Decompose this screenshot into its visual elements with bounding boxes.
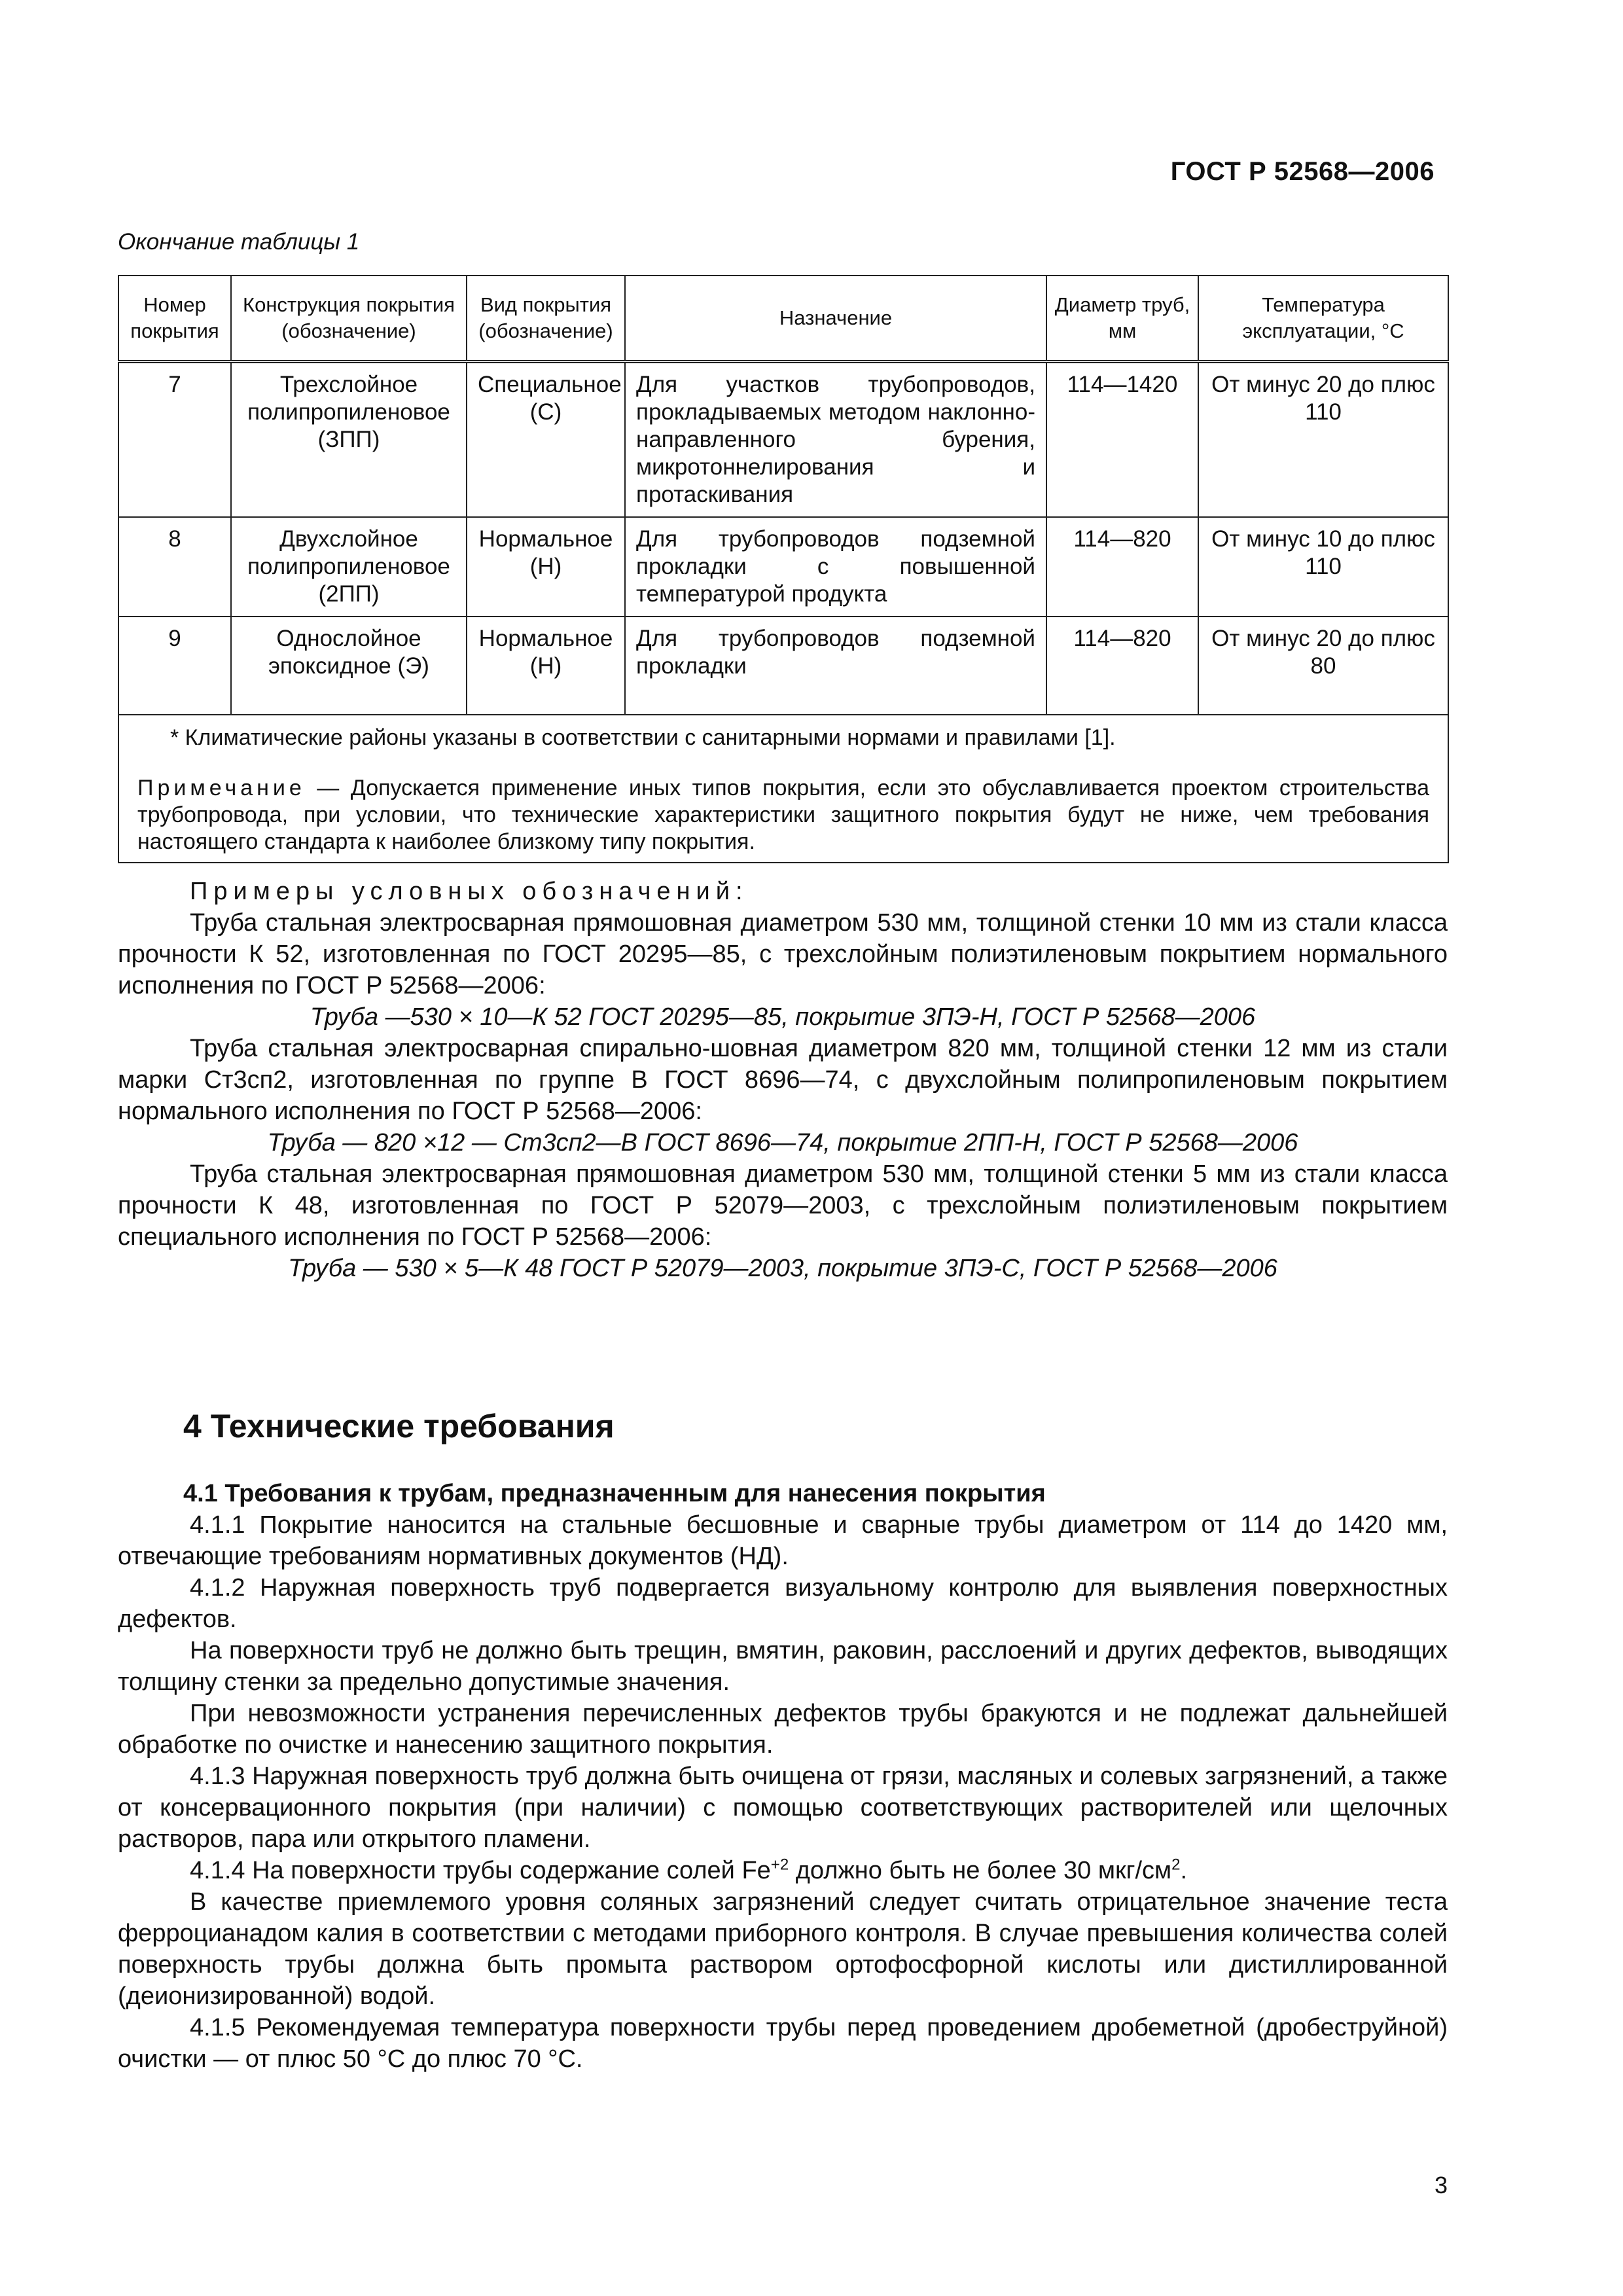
cell-purpose: Для участков трубопроводов, прокладываемых методом наклонно-направленного бурения, микротоннелирования и протаскивания: [625, 362, 1046, 518]
examples-block: [118, 876, 1448, 1284]
cell-temperature: От минус 10 до плюс 110: [1198, 517, 1448, 617]
column-header: Диаметр труб, мм: [1046, 276, 1198, 362]
document-code: ГОСТ Р 52568—2006: [1170, 157, 1435, 186]
cell-purpose: Для трубопроводов подземной прокладки с повышенной температурой продукта: [625, 517, 1046, 617]
note-text: — Допускается применение иных типов покрытия, если это обуславливается проектом строительства трубопровода, при условии, что технические характеристики защитного покрытия будут не ниже, чем требования настоящего стандарта к наиболее близкому типу покрытия.: [137, 776, 1429, 854]
table-footer-row: [118, 715, 1448, 863]
text-run: 4.1.4 На поверхности трубы содержание солей Fe: [190, 1857, 771, 1884]
cell-purpose: Для трубопроводов подземной прокладки: [625, 617, 1046, 715]
column-header: Температура эксплуатации, °С: [1198, 276, 1448, 362]
cell-number: 9: [118, 617, 231, 715]
paragraph: 4.1.1 Покрытие наносится на стальные бесшовные и сварные трубы диаметром от 114 до 1420 мм, отвечающие требованиям нормативных документов (НД).: [118, 1511, 1448, 1570]
paragraph: На поверхности труб не должно быть трещин, вмятин, раковин, расслоений и других дефектов, выводящих толщину стенки за предельно допустимые значения.: [118, 1637, 1448, 1696]
cell-diameter: 114—820: [1046, 617, 1198, 715]
superscript: 2: [1171, 1856, 1181, 1874]
table-caption: Окончание таблицы 1: [118, 229, 360, 255]
note-label: Примечание: [137, 776, 306, 800]
page-number: 3: [1434, 2172, 1448, 2198]
table-row: [118, 617, 1448, 715]
cell-number: 8: [118, 517, 231, 617]
section-title: 4 Технические требования: [183, 1408, 615, 1444]
example-text: Труба стальная электросварная спирально-шовная диаметром 820 мм, толщиной стенки 12 мм из стали марки Ст3сп2, изготовленная по группе В ГОСТ 8696—74, с двухслойным полипропиленовым покрытием нормального исполнения по ГОСТ Р 52568—2006:: [118, 1035, 1448, 1125]
cell-type: Специальное (С): [467, 362, 625, 518]
table-row: [118, 517, 1448, 617]
text-run: .: [1180, 1857, 1188, 1884]
cell-construction: Однослойное эпоксидное (Э): [231, 617, 467, 715]
superscript: +2: [770, 1856, 789, 1874]
example-designation: Труба — 530 × 5—К 48 ГОСТ Р 52079—2003, покрытие 3ПЭ-С, ГОСТ Р 52568—2006: [288, 1255, 1277, 1282]
column-header: Назначение: [625, 276, 1046, 362]
paragraph: 4.1.2 Наружная поверхность труб подвергается визуальному контролю для выявления поверхностных дефектов.: [118, 1574, 1448, 1633]
table-footnote: * Климатические районы указаны в соответствии с санитарными нормами и правилами [1].: [170, 725, 1116, 750]
paragraph: 4.1.5 Рекомендуемая температура поверхности трубы перед проведением дробеметной (дробеструйной) очистки — от плюс 50 °С до плюс 70 °С.: [118, 2014, 1448, 2073]
section-body: [118, 1478, 1448, 2075]
table-header-row: [118, 276, 1448, 362]
example-designation: Труба —530 × 10—К 52 ГОСТ 20295—85, покрытие 3ПЭ-Н, ГОСТ Р 52568—2006: [310, 1003, 1256, 1031]
paragraph: В качестве приемлемого уровня соляных загрязнений следует считать отрицательное значение теста ферроцианадом калия в соответствии с методами приборного контроля. В случае превышения количества солей поверхность трубы должна быть промыта раствором ортофосфорной кислоты или дистиллированной (деионизированной) водой.: [118, 1888, 1448, 2010]
examples-heading: Примеры условных обозначений:: [190, 878, 749, 905]
coating-table: [118, 275, 1449, 863]
cell-temperature: От минус 20 до плюс 110: [1198, 362, 1448, 518]
paragraph: [118, 1855, 1448, 1886]
cell-number: 7: [118, 362, 231, 518]
cell-type: Нормальное (Н): [467, 517, 625, 617]
table-notes: [118, 715, 1448, 863]
table-row: [118, 362, 1448, 518]
cell-temperature: От минус 20 до плюс 80: [1198, 617, 1448, 715]
cell-diameter: 114—820: [1046, 517, 1198, 617]
paragraph: При невозможности устранения перечисленных дефектов трубы бракуются и не подлежат дальнейшей обработке по очистке и нанесению защитного покрытия.: [118, 1700, 1448, 1759]
column-header: Вид покрытия (обозначение): [467, 276, 625, 362]
column-header: Номер покрытия: [118, 276, 231, 362]
example-designation: Труба — 820 ×12 — Ст3сп2—В ГОСТ 8696—74, покрытие 2ПП-Н, ГОСТ Р 52568—2006: [267, 1129, 1298, 1157]
cell-construction: Двухслойное полипропиленовое (2ПП): [231, 517, 467, 617]
cell-construction: Трехслойное полипропиленовое (ЗПП): [231, 362, 467, 518]
paragraph: 4.1.3 Наружная поверхность труб должна быть очищена от грязи, масляных и солевых загрязнений, а также от консервационного покрытия (при наличии) с помощью соответствующих растворителей или щелочных растворов, пара или открытого пламени.: [118, 1763, 1448, 1853]
cell-diameter: 114—1420: [1046, 362, 1198, 518]
example-text: Труба стальная электросварная прямошовная диаметром 530 мм, толщиной стенки 5 мм из стали класса прочности К 48, изготовленная по ГОСТ Р 52079—2003, с трехслойным полиэтиленовым покрытием специального исполнения по ГОСТ Р 52568—2006:: [118, 1160, 1448, 1251]
example-text: Труба стальная электросварная прямошовная диаметром 530 мм, толщиной стенки 10 мм из стали класса прочности К 52, изготовленная по ГОСТ 20295—85, с трехслойным полиэтиленовым покрытием нормального исполнения по ГОСТ Р 52568—2006:: [118, 909, 1448, 999]
text-run: должно быть не более 30 мкг/см: [789, 1857, 1172, 1884]
subsection-title: 4.1 Требования к трубам, предназначенным для нанесения покрытия: [183, 1480, 1046, 1507]
table-note: [137, 775, 1429, 855]
column-header: Конструкция покрытия (обозначение): [231, 276, 467, 362]
cell-type: Нормальное (Н): [467, 617, 625, 715]
